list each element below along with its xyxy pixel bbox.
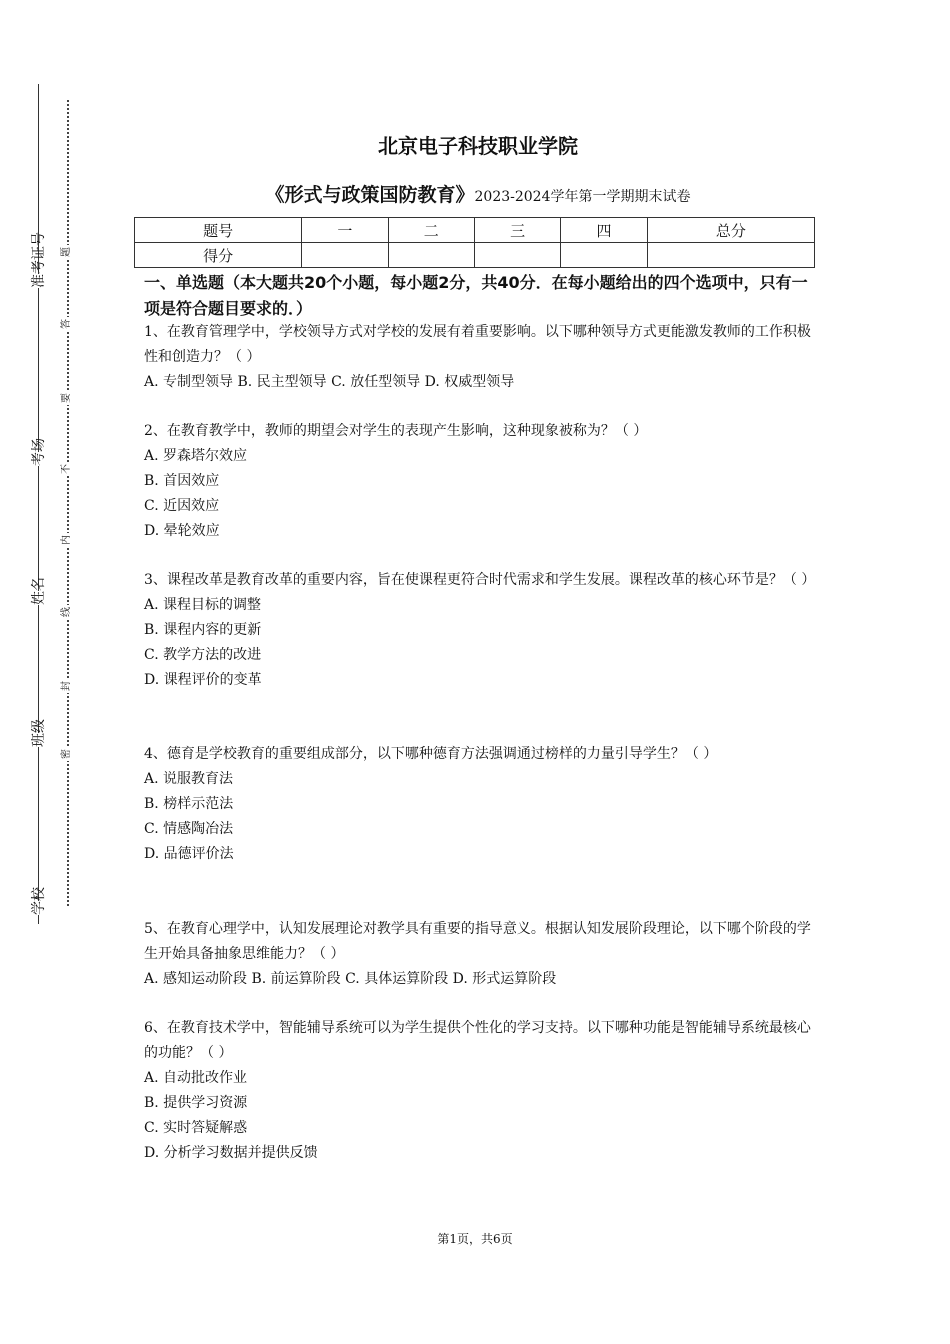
question-stem: 3、课程改革是教育改革的重要内容，旨在使课程更符合时代需求和学生发展。课程改革的核心环节是？（ ）: [144, 572, 816, 588]
course-name: 《形式与政策国防教育》: [265, 184, 475, 206]
question-options: A. 感知运动阶段 B. 前运算阶段 C. 具体运算阶段 D. 形式运算阶段: [144, 971, 557, 987]
question-2: [144, 419, 812, 544]
seal-char: 不: [61, 464, 72, 474]
question-options: A. 专制型领导 B. 民主型领导 C. 放任型领导 D. 权威型领导: [144, 374, 515, 390]
option-a: A. 说服教育法: [144, 771, 234, 787]
seal-char: 密: [61, 749, 72, 759]
question-6: [144, 1016, 812, 1166]
seal-char: 内: [61, 535, 72, 545]
question-1: [144, 320, 812, 395]
seal-char: 答: [61, 319, 72, 329]
label-class: 班级: [31, 719, 47, 747]
score-table: [134, 217, 815, 268]
label-exam-number: 准考证号: [31, 232, 47, 288]
question-stem: 4、德育是学校教育的重要组成部分，以下哪种德育方法强调通过榜样的力量引导学生？（ ）: [144, 746, 718, 762]
option-a: A. 罗森塔尔效应: [144, 448, 248, 464]
score-header-cell: 总分: [647, 218, 814, 243]
score-blank-cell[interactable]: [302, 243, 388, 268]
school-title: 北京电子科技职业学院: [378, 134, 578, 158]
option-d: D. 课程评价的变革: [144, 672, 262, 688]
score-table-header-row: [135, 218, 815, 243]
score-blank-cell[interactable]: [388, 243, 474, 268]
score-row-label: 得分: [135, 243, 302, 268]
option-b: B. 首因效应: [144, 473, 220, 489]
seal-char: 线: [61, 607, 72, 617]
score-header-cell: 二: [388, 218, 474, 243]
option-c: C. 教学方法的改进: [144, 647, 262, 663]
score-header-cell: 三: [474, 218, 560, 243]
binding-solid-line: [38, 84, 39, 924]
question-stem: 2、在教育教学中，教师的期望会对学生的表现产生影响，这种现象被称为？（ ）: [144, 423, 648, 439]
question-stem: 6、在教育技术学中，智能辅导系统可以为学生提供个性化的学习支持。以下哪种功能是智能辅导系统最核心的功能？（ ）: [144, 1020, 811, 1061]
label-exam-room: 考场: [31, 438, 47, 466]
score-table-score-row: [135, 243, 815, 268]
option-b: B. 榜样示范法: [144, 796, 234, 812]
exam-term: 2023-2024学年第一学期期末试卷: [474, 189, 691, 205]
option-d: D. 品德评价法: [144, 846, 234, 862]
label-school: 学校: [31, 887, 47, 915]
question-4: [144, 742, 812, 867]
seal-char: 要: [61, 393, 72, 403]
option-a: A. 自动批改作业: [144, 1070, 248, 1086]
section-heading: 一、单选题（本大题共20个小题，每小题2分，共40分．在每小题给出的四个选项中，只有一项是符合题目要求的．）: [144, 273, 808, 318]
label-name: 姓名: [31, 577, 47, 605]
score-header-cell: 题号: [135, 218, 302, 243]
seal-char: 封: [61, 681, 72, 691]
option-b: B. 提供学习资源: [144, 1095, 248, 1111]
option-d: D. 晕轮效应: [144, 523, 220, 539]
exam-subtitle: [144, 180, 812, 207]
binding-strip: [0, 0, 110, 1344]
option-a: A. 课程目标的调整: [144, 597, 262, 613]
question-3: [144, 568, 816, 693]
seal-char: 题: [61, 247, 72, 257]
option-c: C. 实时答疑解惑: [144, 1120, 248, 1136]
score-blank-cell[interactable]: [561, 243, 647, 268]
option-b: B. 课程内容的更新: [144, 622, 262, 638]
score-header-cell: 一: [302, 218, 388, 243]
binding-dotted-line: [67, 100, 69, 906]
question-5: [144, 917, 812, 992]
option-c: C. 近因效应: [144, 498, 220, 514]
score-blank-cell[interactable]: [474, 243, 560, 268]
question-stem: 1、在教育管理学中，学校领导方式对学校的发展有着重要影响。以下哪种领导方式更能激发教师的工作积极性和创造力？（ ）: [144, 324, 811, 365]
score-header-cell: 四: [561, 218, 647, 243]
page-footer: 第1页，共6页: [437, 1232, 513, 1246]
score-blank-cell[interactable]: [647, 243, 814, 268]
option-c: C. 情感陶冶法: [144, 821, 234, 837]
option-d: D. 分析学习数据并提供反馈: [144, 1145, 318, 1161]
question-stem: 5、在教育心理学中，认知发展理论对教学具有重要的指导意义。根据认知发展阶段理论，以下哪个阶段的学生开始具备抽象思维能力？（ ）: [144, 921, 811, 962]
